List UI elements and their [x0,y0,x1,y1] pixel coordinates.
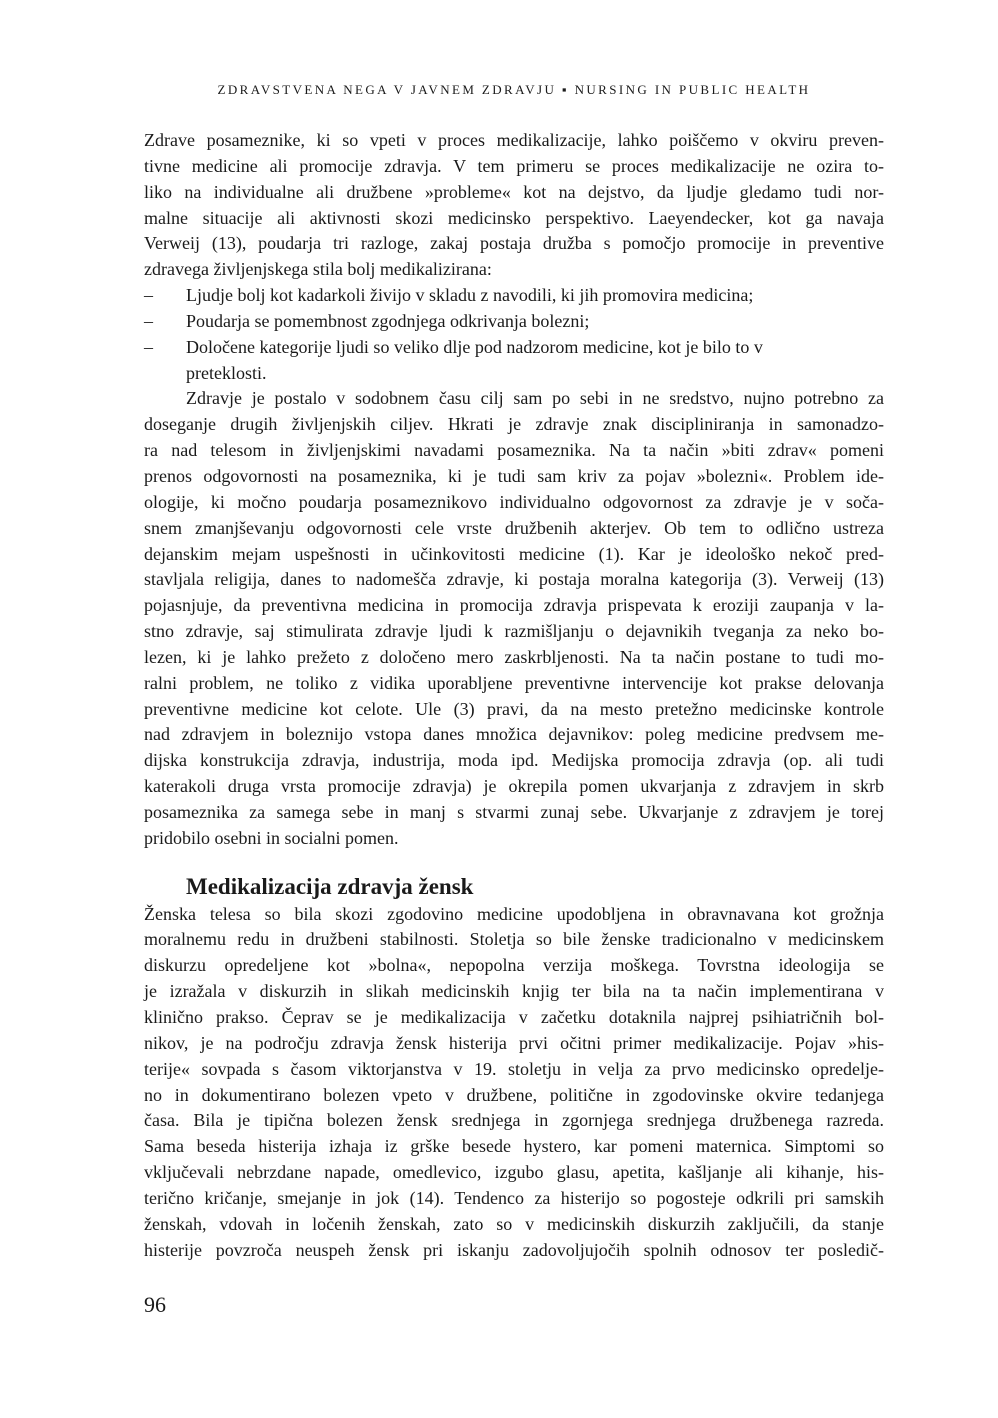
list-item [144,283,884,309]
text-line: posameznika za samega sebe in manj s stvarmi zunaj sebe. Ukvarjanje z zdravjem je torej [144,801,884,822]
text-line: ralni problem, ne toliko z vidika uporabljene preventivne intervencije kot prakse delovanja [144,672,884,693]
list-item [144,335,884,361]
text-line: Zdrave posameznike, ki so vpeti v proces medikalizacije, lahko poiščemo v okviru preven- [144,130,884,150]
page-number: 96 [144,1292,166,1317]
list-dash: – [144,310,153,331]
text-line: nad zdravjem in boleznijo vstopa danes množica dejavnikov: poleg medicine predvsem me- [144,724,884,745]
text-line: ra nad telesom in življenjskimi navadami posameznika. Na ta način »biti zdrav« pomeni [144,440,884,461]
paragraph [144,902,884,1264]
text-line: je izražala v diskurzih in slikah medicinskih knjig ter bila na ta način implementirana v [144,981,884,1002]
list-dash-spacer [144,361,186,387]
text-line: Sama beseda histerija izhaja iz grške besede hystero, kar pomeni maternica. Simptomi so [144,1136,884,1157]
paragraph [144,386,884,851]
text-line: dijska konstrukcija zdravja, industrija, moda ipd. Medijska promocija zdravja (op. ali tudi [144,750,884,771]
text-line: vključevali nebrzdane napade, omedlevico, izgubo glasu, apetita, kašljanje ali kihanje, his- [144,1162,884,1183]
list-item-text: preteklosti. [186,362,267,383]
text-line: Ženska telesa so bila skozi zgodovino medicine upodobljena in obravnavana kot grožnja [144,903,884,924]
text-line: stno zdravje, saj stimulirata zdravje ljudi k razmišljanju o dejavnikih tveganja za neko bo- [144,621,884,642]
text-line: terije« sovpada s časom viktorjanstva v 19. stoletju in velja za prvo medicinsko opredelje- [144,1058,884,1079]
list-dash: – [144,336,153,357]
body-text [144,128,884,1263]
list-item-text: Ljudje bolj kot kadarkoli živijo v skladu z navodili, ki jih promovira medicina; [186,285,754,306]
text-line: ologije, ki močno poudarja posameznikovo individualno odgovornost za zdravje je v soča- [144,491,884,512]
paragraph [144,128,884,283]
text-line: pridobilo osebni in socialni pomen. [144,827,399,848]
text-line: klinično prakso. Čeprav se je medikalizacija v začetku dotaknila najprej psihiatričnih bol- [144,1007,884,1027]
text-line: preventivne medicine kot celote. Ule (3) pravi, da na mesto pretežno medicinske kontrole [144,698,884,719]
text-line: diskurzu opredeljene kot »bolna«, nepopolna verzija moškega. Tovrstna ideologija se [144,955,884,976]
text-line: terično kričanje, smejanje in jok (14). Tendenco za histerijo so pogosteje odkrili pri samskih [144,1187,884,1208]
text-line: ženskah, vdovah in ločenih ženskah, zato so v medicinskih diskurzih zaključili, da stanje [144,1213,884,1234]
list-item-text: Določene kategorije ljudi so veliko dlje pod nadzorom medicine, kot je bilo to v [186,336,763,357]
text-line: doseganje drugih življenjskih ciljev. Hkrati je zdravje znak discipliniranja in samonadzo- [144,414,884,435]
text-line: moralnemu redu in družbeni stabilnosti. Stoletja so bile ženske tradicionalno v medicinskem [144,929,884,950]
text-line: malne situacije ali aktivnosti skozi medicinsko perspektivo. Laeyendecker, kot ga navaja [144,207,884,228]
list-dash: – [144,285,153,306]
text-line: dejanskim mejam uspešnosti in učinkovitosti medicine (1). Kar je ideološko nekoč pred- [144,543,884,564]
text-line: nikov, je na področju zdravja žensk histerija prvi očitni primer medikalizacije. Pojav »his- [144,1032,884,1053]
text-line: histerije povzroča neuspeh žensk pri iskanju zadovoljujočih spolnih odnosov ter posledič- [144,1239,884,1260]
text-line: liko na individualne ali družbene »probleme« kot na dejstvo, da ljudje gledamo tudi nor- [144,181,884,202]
text-line: lezen, ki je lahko prežeto z določeno mero zaskrbljenosti. Na ta način postane to tudi mo- [144,646,884,667]
list-item [144,309,884,335]
text-line: snem zmanjševanju odgovornosti cele vrste družbenih akterjev. Ob tem to odlično ustreza [144,517,884,538]
list-item [144,361,884,387]
text-line: tivne medicine ali promocije zdravja. V tem primeru se proces medikalizacije ne ozira to- [144,155,884,176]
bullet-list [144,283,884,386]
text-line: prenos odgovornosti na posameznika, ki je tudi sam kriv za pojav »bolezni«. Problem ide- [144,465,884,486]
text-line: katerakoli druga vrsta promocije zdravja) je okrepila pomen ukvarjanja z zdravjem in skrb [144,776,884,797]
text-line: časa. Bila je tipična bolezen žensk srednjega in zgornjega srednjega družbenega razreda. [144,1110,884,1131]
list-item-text: Poudarja se pomembnost zgodnjega odkrivanja bolezni; [186,310,590,331]
text-line: pojasnjuje, da preventivna medicina in promocija zdravja prispevata k eroziji zaupanja v la- [144,595,884,616]
text-line: zdravega življenjskega stila bolj medikalizirana: [144,259,492,280]
text-line: stavljala religija, danes to nadomešča zdravje, ki postaja moralna kategorija (3). Verweij (13) [144,569,884,590]
running-header: ZDRAVSTVENA NEGA V JAVNEM ZDRAVJU ▪ NURSING IN PUBLIC HEALTH [217,82,811,97]
text-line: Verweij (13), poudarja tri razloge, zakaj postaja družba s pomočjo promocije in preventive [144,233,884,254]
text-line: Zdravje je postalo v sodobnem času cilj sam po sebi in ne sredstvo, nujno potrebno za [186,388,884,409]
section-heading: Medikalizacija zdravja žensk [186,873,474,899]
text-line: no in dokumentirano bolezen vpeto v družbene, politične in zgodovinske okvire tedanjega [144,1084,884,1105]
